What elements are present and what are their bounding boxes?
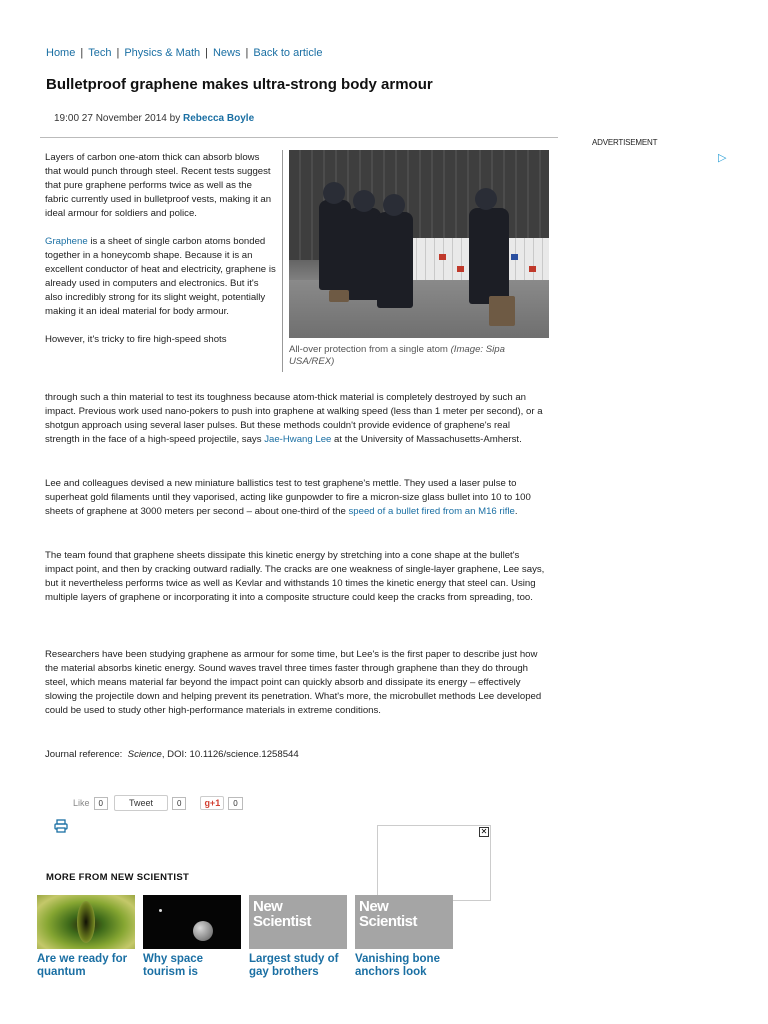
breadcrumb-back-to-article[interactable]: Back to article <box>253 47 323 59</box>
article-paragraph: Graphene is a sheet of single carbon atoms bonded together in a honeycomb shape. Because it is an excellent conductor of heat and electricity, graphene is already used in computers and electronics. But it's also incredibly strong for its slight weight, potentially making it an ideal material for body armour. <box>45 236 276 317</box>
google-plus-button[interactable]: g+1 <box>200 796 224 810</box>
m16-speed-link[interactable]: speed of a bullet fired from an M16 rifle <box>348 506 515 517</box>
social-bar <box>73 795 243 811</box>
print-icon[interactable] <box>54 819 68 833</box>
journal-reference: Journal reference: Science, DOI: 10.1126/science.1258544 <box>45 749 299 760</box>
more-section-title: MORE FROM NEW SCIENTIST <box>46 872 190 883</box>
like-button[interactable]: Like <box>73 798 90 808</box>
article-paragraph: The team found that graphene sheets dissipate this kinetic energy by stretching into a cone shape at the bullet's impact point, and then by cracking outward radially. The cracks are one weakness of single-layer graphene, Lee says, but it nevertheless performs twice as well as Kevlar and withstands 10 times the kinetic energy that steel can. Using multiple layers of graphene or incorporating it into a composite structure could keep the cracks from spreading, too. <box>45 550 545 603</box>
figure-caption: All-over protection from a single atom (Image: Sipa USA/REX) <box>289 344 505 367</box>
article-figure <box>282 150 557 372</box>
figure-credit: (Image: Sipa USA/REX) <box>289 344 505 367</box>
article-paragraph: Layers of carbon one-atom thick can absorb blows that would punch through steel. Recent tests suggest that pure graphene performs twice as well as the fabric currently used in bulletproof vests, making it an ideal armour for soldiers and police. <box>45 152 272 219</box>
related-card[interactable] <box>355 895 453 979</box>
article-paragraph: Lee and colleagues devised a new miniature ballistics test to test graphene's mettle. They used a laser pulse to superheat gold filaments until they vaporised, acting like gunpowder to fire a micron-size glass bullet into 10 to 100 sheets of graphene at 3000 meters per second – about one-third of the speed of a bullet fired from an M16 rifle. <box>45 478 531 517</box>
advertisement-label: ADVERTISEMENT <box>592 138 658 147</box>
related-card[interactable] <box>37 895 135 979</box>
tweet-count: 0 <box>172 797 186 810</box>
article-datetime: 19:00 27 November 2014 by <box>54 113 181 124</box>
breadcrumb-tech[interactable]: Tech <box>88 47 112 59</box>
related-card-title: Vanishing bone anchors look <box>355 953 440 978</box>
article-paragraph: through such a thin material to test its toughness because atom-thick material is completely destroyed by such an impact. Previous work used nano-pokers to push into graphene at walking speed (less than 1 meter per second), or a shotgun approach using several laser pulses. But these methods couldn't provide evidence of graphene's real strength in the face of a high-speed projectile, says Jae-Hwang Lee at the University of Massachusetts-Amherst. <box>45 392 543 445</box>
breadcrumb-home[interactable]: Home <box>46 47 76 59</box>
related-card[interactable] <box>143 895 241 979</box>
breadcrumb: Home | Tech | Physics & Math | News | Back to article <box>46 47 323 59</box>
related-card-title: Largest study of gay brothers <box>249 953 339 978</box>
related-card[interactable] <box>249 895 347 979</box>
new-scientist-logo: New Scientist <box>355 895 453 949</box>
jae-hwang-lee-link[interactable]: Jae-Hwang Lee <box>264 434 332 445</box>
related-thumbnail <box>37 895 135 949</box>
article-photo <box>289 150 549 338</box>
article-title: Bulletproof graphene makes ultra-strong body armour <box>46 76 433 93</box>
article-intro-column <box>45 151 277 347</box>
graphene-link[interactable]: Graphene <box>45 236 88 247</box>
new-scientist-logo: New Scientist <box>249 895 347 949</box>
related-thumbnail <box>143 895 241 949</box>
adchoices-icon[interactable]: ▷ <box>718 152 727 164</box>
related-card-title: Are we ready for quantum <box>37 953 128 978</box>
breadcrumb-news[interactable]: News <box>212 47 241 59</box>
related-card-title: Why space tourism is <box>143 953 204 978</box>
article-paragraph-start: However, it's tricky to fire high-speed shots <box>45 334 227 345</box>
author-link[interactable]: Rebecca Boyle <box>182 113 255 124</box>
ad-close-icon[interactable]: ✕ <box>480 827 488 836</box>
article-paragraph: Researchers have been studying graphene as armour for some time, but Lee's is the first paper to describe just how the material absorbs kinetic energy. Sound waves travel three times faster through graphene than they do through steel, which means material far beyond the impact point can quickly absorb and dissipate its energy – effectively slowing the projectile down and helping prevent its penetration. What's more, the microbullet methods Lee developed could be used to study other high-performance materials in extreme conditions. <box>45 649 542 716</box>
breadcrumb-physics-math[interactable]: Physics & Math <box>124 47 201 59</box>
tweet-button[interactable]: Tweet <box>114 795 168 811</box>
byline <box>54 113 254 124</box>
header-divider <box>40 137 558 138</box>
like-count: 0 <box>94 797 108 810</box>
google-plus-count: 0 <box>228 797 242 810</box>
ad-placeholder <box>377 825 491 901</box>
